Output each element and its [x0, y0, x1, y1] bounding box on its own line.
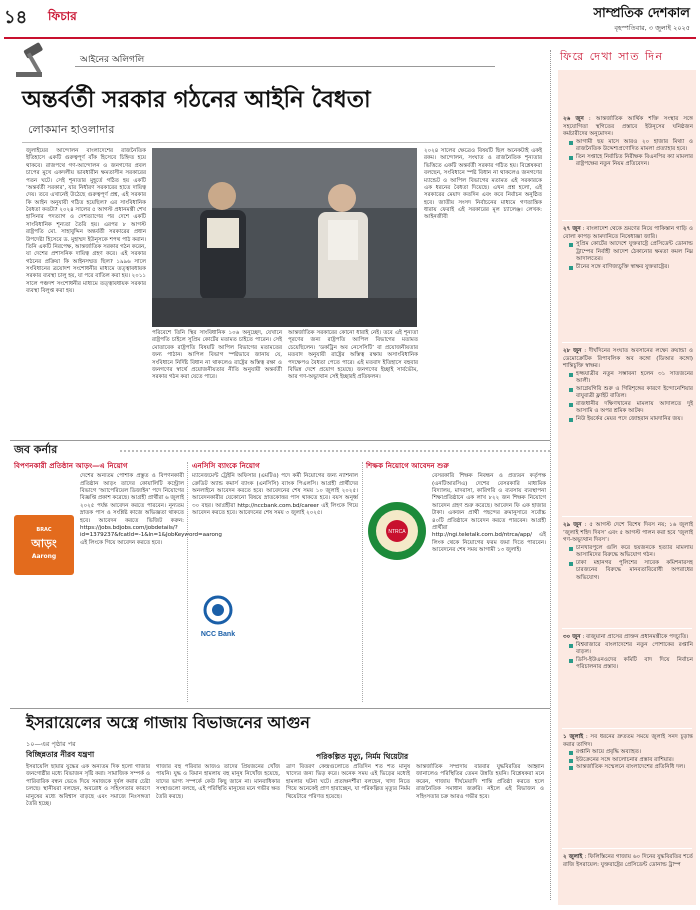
sidebar-entry: ২৯ জুন : ৫ আগস্ট দেশে বিশেষ দিবস নয়; ১৬ জুলাই ‘জুলাই শহিদ দিবস’ এবং ৫ আগস্ট পালন করা হবে ‘জুলাই গণ-অভ্যুত্থান দিবস’। চানখারপুলে গুলি করে ছয়জনকে হত্যার মামলায় আসামিদের বিরুদ্ধে অভিযোগ গঠন। ঢাকা মহানগর পুলিশের সাবেক কমিশনারসহ চারজনের বিরুদ্ধে মানবতাবিরোধী অপরাধের অভিযোগ। — [563, 522, 693, 581]
swearing-in-photo — [152, 148, 417, 327]
aarong-logo-text: আড়ং — [31, 536, 57, 550]
ntrca-logo-text: NTRCA — [388, 529, 406, 535]
job-body: ম্যানেজমেন্ট ট্রেইনি অফিসার (এমটিও) পদে কর্মী নিয়োগের জন্য ন্যাশনাল ক্রেডিট অ্যান্ড কমার্স ব্যাংক (এনসিসি) ব্যাংক পিএলসি। আগ্রহী প্রার্থীদের অনলাইনে আবেদন করতে হবে। আবেদনের শেষ সময় ১০ জুলাই ২০২৫। আবেদনকারীর যেকোনো বিষয়ে স্নাতকোত্তর পাস থাকতে হবে। বয়স অনূর্ধ্ব ৩০ বছর। আগ্রহীরা http://nccbank.com.bd/career এই লিংকে গিয়ে আবেদন করতে হবে। আবেদনের শেষ সময় ৩ জুলাই ২০২৫। — [192, 473, 358, 517]
entry-date: ২৯ জুন — [563, 522, 582, 528]
ncc-bank-logo — [192, 590, 244, 642]
sidebar-separator — [562, 848, 692, 849]
entry-date: ২ জুলাই — [563, 854, 583, 860]
continued-from-note: ১০—এর পৃষ্ঠার পর — [26, 740, 76, 748]
entry-text: ৫ আগস্ট দেশে বিশেষ দিবস নয়; ১৬ জুলাই ‘জুলাই শহিদ দিবস’ এবং ৫ আগস্ট পালন করা হবে ‘জুলাই গণ-অভ্যুত্থান দিবস’। — [563, 522, 693, 544]
article-author: লোকমান হাওলাদার — [28, 123, 115, 136]
section-name: ফিচার — [48, 9, 77, 23]
entry-text: ফিলিস্তিনের গাজায় ৬০ দিনের যুদ্ধবিরতির শর্তে রাজি ইসরায়েল: যুক্তরাষ্ট্রের প্রেসিডেন্ট ডোনাল্ড ট্রাম্প — [563, 854, 693, 868]
bottom-column-2: গাজার বহু পরিবার আজও তাদের প্রিয়জনের খোঁজ পায়নি। যুদ্ধ ও বিমান হামলায় বহু মানুষ নিখোঁজ হয়েছে, যাদের ভাগ্য সম্পর্কে কেউ কিছু জানে না। মানবাধিকার সংস্থাগুলো বলছে, এই পরিস্থিতি মানুষের মনে গভীর ক্ষত তৈরি করছে। — [156, 764, 280, 800]
sidebar-separator — [562, 516, 692, 517]
entry-bullet: আগ্নেয়গিরি শুরু ও গিরিশৃঙ্গের কারণে ইন্দোনেশিয়ার বাযুবাত্রী ফ্লাইট বাতিল। — [569, 386, 693, 401]
bottom-column-3: ত্রাণ বিতরণ কেন্দ্রগুলোতে প্রতিদিন শত শত মানুষ খাদ্যের জন্য ভিড় করে। অনেক সময় এই ভিড়ের মধ্যেই হামলার ঘটনা ঘটে। প্রত্যক্ষদর্শীরা বলছেন, খাদ্য নিতে গিয়ে অনেকেই প্রাণ হারাচ্ছেন, যা পরিকল্পিত মৃত্যুর নির্মম থিয়েটারে পরিণত হয়েছে। — [286, 764, 410, 800]
job-title[interactable]: বিপণনকারী প্রতিষ্ঠান আড়ং—এ নিয়োগ — [14, 461, 128, 470]
entry-bullet: রাজধানীর দক্ষিণখানের মামলায় আদালতে দুই আসামি ও অপর শ্রমিক আটক। — [569, 401, 693, 416]
entry-bullet: আগামী ছয় মাসে আরও ২০ হাজার মিথ্যা ও রাজনৈতিক উদ্দেশ্যপ্রণোদিত মামলা প্রত্যাহার হবে। — [569, 139, 693, 154]
entry-text: সব ধরনের দ্রুততম সময়ে জুলাই সনদ চূড়ান্ত করার তাগিদ। — [563, 734, 693, 748]
entry-text: দীর্ঘদিনের সংঘাত অবসানের লক্ষ্যে রুয়ান্ডা ও ডেমোক্রেটিক রিপাবলিক অব কঙ্গো (ডিআর কঙ্গো) শান্তিচুক্তি স্বাক্ষর। — [563, 348, 693, 370]
entry-text: আন্তর্জাতিক আর্থিক শক্তি সংস্থার সঙ্গে সহযোগিতা স্থগিতের প্রস্তাবে ইউনূসের ঘনিষ্ঠজন কর্মচারীদের অনুমোদন। — [563, 116, 693, 138]
job-body: দেশের অন্যতম পোশাক প্রস্তুত ও বিপণনকারী প্রতিষ্ঠান আড়ং তাদের কোয়ালিটি কন্ট্রোল বিভাগে ‘অ্যাপেরিয়েল ডিজাইন’ পদে নিয়োগের বিজ্ঞপ্তি প্রকাশ করেছে। আগ্রহী প্রার্থীরা ৬ জুলাই ২০২৫ পর্যন্ত আবেদন করতে পারবেন। নূন্যতম স্নাতক পাস ও সংশ্লিষ্ট কাজে অভিজ্ঞতা থাকতে হবে। আবেদন করতে ভিজিট করুন: https://jobs.bdjobs.com/jobdetails/?id=1379237&fcatId=-1&ln=1&JobKeyword=aarong এই লিংকে গিয়ে আবেদন করতে হবে। — [80, 473, 222, 546]
entry-bullet: তিন সপ্তাহে নির্বাচিত নিরীক্ষক বিএনপির ক্যা মামলার রাষ্ট্রপক্ষের নতুন নিয়ম প্রতিবেদন। — [569, 154, 693, 169]
entry-bullet: ইউক্রেনের সঙ্গে আলোচনার প্রস্তাব রাশিয়ার। — [569, 757, 693, 765]
ntrca-seal-logo — [366, 500, 428, 562]
entry-bullet: ডিসি-ইউএনওদের কমিটি বাদ দিয়ে নির্বাচন পরিচালনার প্রস্তাব। — [569, 657, 693, 672]
entry-bullet: হজ্জযাত্রীর নতুন সম্ভাবনা হলেন ৩১ সাতজনের আলী। — [569, 371, 693, 386]
bottom-column-4: আন্তর্জাতিক সম্প্রদায় বারবার যুদ্ধবিরতির আহ্বান জানালেও পরিস্থিতির তেমন উন্নতি হয়নি। বিশ্লেষকরা মনে করেন, গাজায় দীর্ঘমেয়াদি শান্তি প্রতিষ্ঠা করতে হলে রাজনৈতিক সমাধান জরুরি। নইলে এই বিভাজন ও সহিংসতার চক্র আরও গভীর হবে। — [416, 764, 544, 800]
entry-text: বাজুয়ানা প্রাসের প্রাক্তন প্রধানমন্ত্রীকে পদচ্যুতি। — [586, 634, 689, 640]
sidebar-separator — [562, 342, 692, 343]
jobs-title-rule — [120, 450, 550, 452]
entry-bullet: চীনের সঙ্গে বাণিজ্যচুক্তি স্বাক্ষর যুক্তরাষ্ট্রের। — [569, 264, 693, 272]
column-label-rule — [75, 66, 495, 67]
entry-date: ৩০ জুন — [563, 634, 581, 640]
page-number: ১৪ — [4, 7, 28, 28]
subheading-1: বিচ্ছিন্নতার নীরব যন্ত্রণা — [26, 750, 95, 759]
article-column-3: আন্তর্জাতিক সরকারের কোনো ধারাই নেই। তবে এই শূন্যতা পূরণের জন্য রাষ্ট্রপতি আপিল বিভাগের মতামত চেয়েছিলেন। ‘ডকট্রিন অব নেসেসিটি’ বা প্রয়োজনীয়তার মতবাদ অনুযায়ী রাষ্ট্রের অস্তিত্ব রক্ষায় অসাংবিধানিক পদক্ষেপও বৈধতা পেতে পারে। এই মতবাদ ইতিহাসে বহুবার বিভিন্ন দেশে প্রয়োগ হয়েছে। জনগণের ইচ্ছাই সার্বভৌম, আর গণ-অভ্যুত্থান সেই ইচ্ছারই প্রতিফলন। — [288, 330, 418, 381]
jobs-separator — [362, 462, 363, 702]
sidebar-separator — [562, 628, 692, 629]
entry-bullet: চানখারপুলে গুলি করে ছয়জনকে হত্যার মামলায় আসামিদের বিরুদ্ধে অভিযোগ গঠন। — [569, 545, 693, 560]
job-title[interactable]: শিক্ষক নিয়োগে আবেদন শুরু — [366, 461, 449, 470]
sidebar-entry: ২৮ জুন : দীর্ঘদিনের সংঘাত অবসানের লক্ষ্যে রুয়ান্ডা ও ডেমোক্রেটিক রিপাবলিক অব কঙ্গো (ডিআর কঙ্গো) শান্তিচুক্তি স্বাক্ষর। হজ্জযাত্রীর নতুন সম্ভাবনা হলেন ৩১ সাতজনের আলী। আগ্নেয়গিরি শুরু ও গিরিশৃঙ্গের কারণে ইন্দোনেশিয়ার বাযুবাত্রী ফ্লাইট বাতিল। রাজধানীর দক্ষিণখানের মামলায় আদালতে দুই আসামি ও অপর শ্রমিক আটক। নিউ ইয়র্কের মেয়র পদে জোহরান মামদানির জয়। — [563, 348, 693, 422]
entry-bullet: সুপ্রিম কোর্টের আদেশে যুক্তরাষ্ট্রে প্রেসিডেন্ট ডোনাল্ড ট্রাম্পের নির্বাহী আদেশ ঠেকানোর ক্ষমতা কমল নিম্ন আদালতের। — [569, 241, 693, 264]
sidebar-separator — [562, 728, 692, 729]
sidebar-title: ফিরে দেখা সাত দিন — [560, 50, 664, 63]
entry-date: ২৮ জুন — [563, 348, 582, 354]
article-column-2: পরিবেশে তিনি স্থির সাংবিধানিক ১০৬ অনুচ্ছেদ, যেখানে রাষ্ট্রপতি চাইলে সুপ্রিম কোর্টের মতামত চাইতে পারেন। সেই মোতাবেক রাষ্ট্রপতি বিষয়টি আপিল বিভাগের মতামতের জন্য পাঠান। আপিল বিভাগ স্পষ্টভাবে জানায় যে, সংবিধানে নির্দিষ্ট বিধান না থাকলেও রাষ্ট্রের অস্তিত্ব রক্ষা ও জনগণের স্বার্থে প্রয়োজনীয়তার নীতি অনুযায়ী অন্তর্বর্তী সরকার গঠন করা যেতে পারে। — [152, 330, 282, 381]
article-photo — [152, 148, 417, 327]
sidebar-panel — [558, 70, 696, 905]
ncc-bank-logo-text: NCC Bank — [200, 631, 236, 638]
entry-bullet: আন্তর্জাতিক সম্মেলনে বাংলাদেশের প্রতিনিধি দল। — [569, 764, 693, 772]
sidebar-entry: ৩০ জুন : বাজুয়ানা প্রাসের প্রাক্তন প্রধানমন্ত্রীকে পদচ্যুতি। বিশ্ববাজারে বাংলাদেশের নতুন পোশাকের রপ্তানি বাড়ল। ডিসি-ইউএনওদের কমিটি বাদ দিয়ে নির্বাচন পরিচালনার প্রস্তাব। — [563, 634, 693, 671]
aarong-logo: BRAC আড়ং Aarong — [14, 515, 74, 575]
column-label: আইনের অলিগলি — [80, 55, 145, 65]
subheading-2: পরিকল্পিত মৃত্যু, নির্মম থিয়েটার — [316, 752, 409, 761]
header-divider — [4, 37, 696, 39]
entry-date: ২৬ জুন — [563, 116, 584, 122]
entry-bullet: রপ্তানি আয়ে প্রবৃদ্ধি অব্যাহত। — [569, 749, 693, 757]
newspaper-logo[interactable]: সাম্প্রতিক দেশকাল — [593, 6, 690, 21]
entry-bullet: নিউ ইয়র্কের মেয়র পদে জোহরান মামদানির জয়। — [569, 416, 693, 424]
entry-bullet: ঢাকা মহানগর পুলিশের সাবেক কমিশনারসহ চারজনের বিরুদ্ধে মানবতাবিরোধী অপরাধের অভিযোগ। — [569, 560, 693, 583]
entry-text: বাংলাদেশ থেকে ভ্রমণের নিয়ে পাকিস্তান গাড়ি ও বোলা কাপড় আমদানিতে নিষেধাজ্ঞা জারি। — [563, 226, 693, 240]
author-rule — [22, 142, 542, 143]
article-headline[interactable]: অন্তর্বর্তী সরকার গঠনের আইনি বৈধতা — [22, 87, 371, 113]
jobs-separator — [187, 462, 188, 702]
entry-bullet: বিশ্ববাজারে বাংলাদেশের নতুন পোশাকের রপ্তানি বাড়ল। — [569, 642, 693, 657]
sidebar-entry: ১ জুলাই : সব ধরনের দ্রুততম সময়ে জুলাই সনদ চূড়ান্ত করার তাগিদ। রপ্তানি আয়ে প্রবৃদ্ধি অব্যাহত। ইউক্রেনের সঙ্গে আলোচনার প্রস্তাব রাশিয়ার। আন্তর্জাতিক সম্মেলনে বাংলাদেশের প্রতিনিধি দল। — [563, 734, 693, 771]
bottom-article-headline[interactable]: ইসরায়েলের অস্ত্রে গাজায় বিভাজনের আগুন — [26, 713, 310, 732]
jobs-top-rule — [10, 440, 550, 441]
jobs-section-title: জব কর্নার — [14, 443, 58, 456]
job-body: বেসরকারি শিক্ষক নিবন্ধন ও প্রত্যয়ন কর্তৃপক্ষ (এনটিআরসিএ) দেশের বেসরকারি মাধ্যমিক বিদ্যালয়, মাদরাসা, কারিগরি ও ব্যবসায় ব্যবস্থাপনা শিক্ষাপ্রতিষ্ঠানে এক লাখ ৮২২ জন শিক্ষক নিয়োগে আবেদন গ্রহণ শুরু করেছে। আবেদন ফি এক হাজার টাকা। একজন প্রার্থী পছন্দের ক্রমানুসারে সর্বোচ্চ ৪০টি প্রতিষ্ঠানে আবেদন করতে পারবেন। আগ্রহী প্রার্থীরা http://ngi.teletalk.com.bd/ntrca/app/ এই লিংক থেকে নিয়োগের ফরম জমা দিতে পারবেন। আবেদনের শেষ সময় আগামী ১৩ জুলাই। — [432, 473, 546, 554]
sidebar-divider — [550, 50, 551, 900]
sidebar-separator — [562, 220, 692, 221]
gavel-icon — [14, 40, 74, 80]
sidebar-entry: ২৬ জুন : আন্তর্জাতিক আর্থিক শক্তি সংস্থার সঙ্গে সহযোগিতা স্থগিতের প্রস্তাবে ইউনূসের ঘনিষ্ঠজন কর্মচারীদের অনুমোদন। আগামী ছয় মাসে আরও ২০ হাজার মিথ্যা ও রাজনৈতিক উদ্দেশ্যপ্রণোদিত মামলা প্রত্যাহার হবে। তিন সপ্তাহে নির্বাচিত নিরীক্ষক বিএনপির ক্যা মামলার রাষ্ট্রপক্ষের নতুন নিয়ম প্রতিবেদন। — [563, 116, 693, 168]
sidebar-entry: ২৭ জুন : বাংলাদেশ থেকে ভ্রমণের নিয়ে পাকিস্তান গাড়ি ও বোলা কাপড় আমদানিতে নিষেধাজ্ঞা জারি। সুপ্রিম কোর্টের আদেশে যুক্তরাষ্ট্রে প্রেসিডেন্ট ডোনাল্ড ট্রাম্পের নির্বাহী আদেশ ঠেকানোর ক্ষমতা কমল নিম্ন আদালতের। চীনের সঙ্গে বাণিজ্যচুক্তি স্বাক্ষর যুক্তরাষ্ট্রের। — [563, 226, 693, 270]
entry-date: ১ জুলাই — [563, 734, 584, 740]
job-item-ncc-bank[interactable] — [192, 462, 358, 518]
entry-date: ২৭ জুন — [563, 226, 581, 232]
article-column-1: জুলাইয়ের আন্দোলন বাংলাদেশের রাজনৈতিক ইতিহাসে একটি গুরুত্বপূর্ণ বাঁক হিসেবে চিহ্নিত হয়ে থাকবে। রাজপথে গণ-আন্দোলন ও জনগণের প্রবল চাপের মুখে একদলীয় ভাবধারীন ক্ষমতাসীন সরকারের পতন ঘটে। সেই শূন্যতার মুহূর্তে গঠিত হয় একটি ‘অন্তর্বর্তী সরকার’, যার নির্ধারণ সরকারের হাতে দায়িত্ব দেয়। তবে এখানেই উঠেছে গুরুত্বপূর্ণ প্রশ্ন, এই সরকার কি আইন অনুযায়ী গঠিত হয়েছিল? এর সাংবিধানিক বৈধতা কতটা? ২০২৪ সালের ৫ আগস্ট প্রধানমন্ত্রী শেখ হাসিনার পদত্যাগ ও দেশত্যাগের পর দেশে একটি সাংবিধানিক শূন্যতা তৈরি হয়। এরপর ৮ আগস্ট রাষ্ট্রপতি মো. সাহাবুদ্দিন অন্তর্বর্তী সরকারের প্রধান উপদেষ্টা হিসেবে ড. মুহাম্মদ ইউনূসকে শপথ পাঠ করান। তিনি একটি নিরপেক্ষ, আন্তর্জাতিক সরকার গঠন করেন, যা দেশের প্রশাসনিক দায়িত্ব গ্রহণ করে। এই সরকার গঠনের প্রক্রিয়া কি আইনসম্মত ছিল? ১৯৯৬ সালে সংবিধানের ত্রয়োদশ সংশোধনীর মাধ্যমে তত্ত্বাবধায়ক সরকার ব্যবস্থা চালু হয়, যা পরে বাতিল করা হয়। ২০১১ সালে পঞ্চদশ সংশোধনীর মাধ্যমে তত্ত্বাবধায়ক সরকার ব্যবস্থা বিলুপ্ত করা হয়। — [26, 148, 146, 295]
bottom-article-rule — [10, 708, 550, 709]
job-title[interactable]: এনসিসি ব্যাংকে নিয়োগ — [192, 461, 260, 470]
issue-date: বৃহস্পতিবার, ৩ জুলাই ২০২৫ — [614, 24, 690, 32]
sidebar-entry: ২ জুলাই : ফিলিস্তিনের গাজায় ৬০ দিনের যুদ্ধবিরতির শর্তে রাজি ইসরায়েল: যুক্তরাষ্ট্রের প্রেসিডেন্ট ডোনাল্ড ট্রাম্প — [563, 854, 693, 868]
bottom-column-1: ইসরায়েলি ছায়ার যুদ্ধের এক অন্যতম দিক হলো গাজার জনগোষ্ঠীর মধ্যে বিভাজন সৃষ্টি করা। সামাজিক সম্পর্ক ও পারিবারিক বন্ধন ভেঙে দিয়ে সমাজকে দুর্বল করার চেষ্টা চলছে। স্থানীয়রা বলছেন, অবরোধ ও সহিংসতার কারণে মানুষের মধ্যে অবিশ্বাস বাড়ছে এবং সমাজে নিঃসঙ্গতা তৈরি হচ্ছে। — [26, 764, 150, 807]
article-column-4: ২০২৪ সালের ক্ষেত্রেও বিষয়টি ছিল অনেকটাই একই রকম। আন্দোলন, সংঘাত ও রাজনৈতিক শূন্যতার ভিত্তিতে একটি অন্তর্বর্তী সরকার গঠিত হয়। বিশ্লেষকরা বলছেন, সংবিধানে স্পষ্ট বিধান না থাকলেও জনগণের ম্যান্ডেট ও আপিল বিভাগের মতামত এই সরকারকে এক ধরনের বৈধতা দিয়েছে। এখন প্রশ্ন হলো, এই সরকারের মেয়াদ কতদিন এবং কবে নির্বাচন অনুষ্ঠিত হবে। জাতীয় সংসদ নির্বাচনের মাধ্যমে গণতান্ত্রিক ধারায় ফেরাই এই সরকারের মূল চ্যালেঞ্জ। লেখক: আইনজীবী — [424, 148, 542, 221]
